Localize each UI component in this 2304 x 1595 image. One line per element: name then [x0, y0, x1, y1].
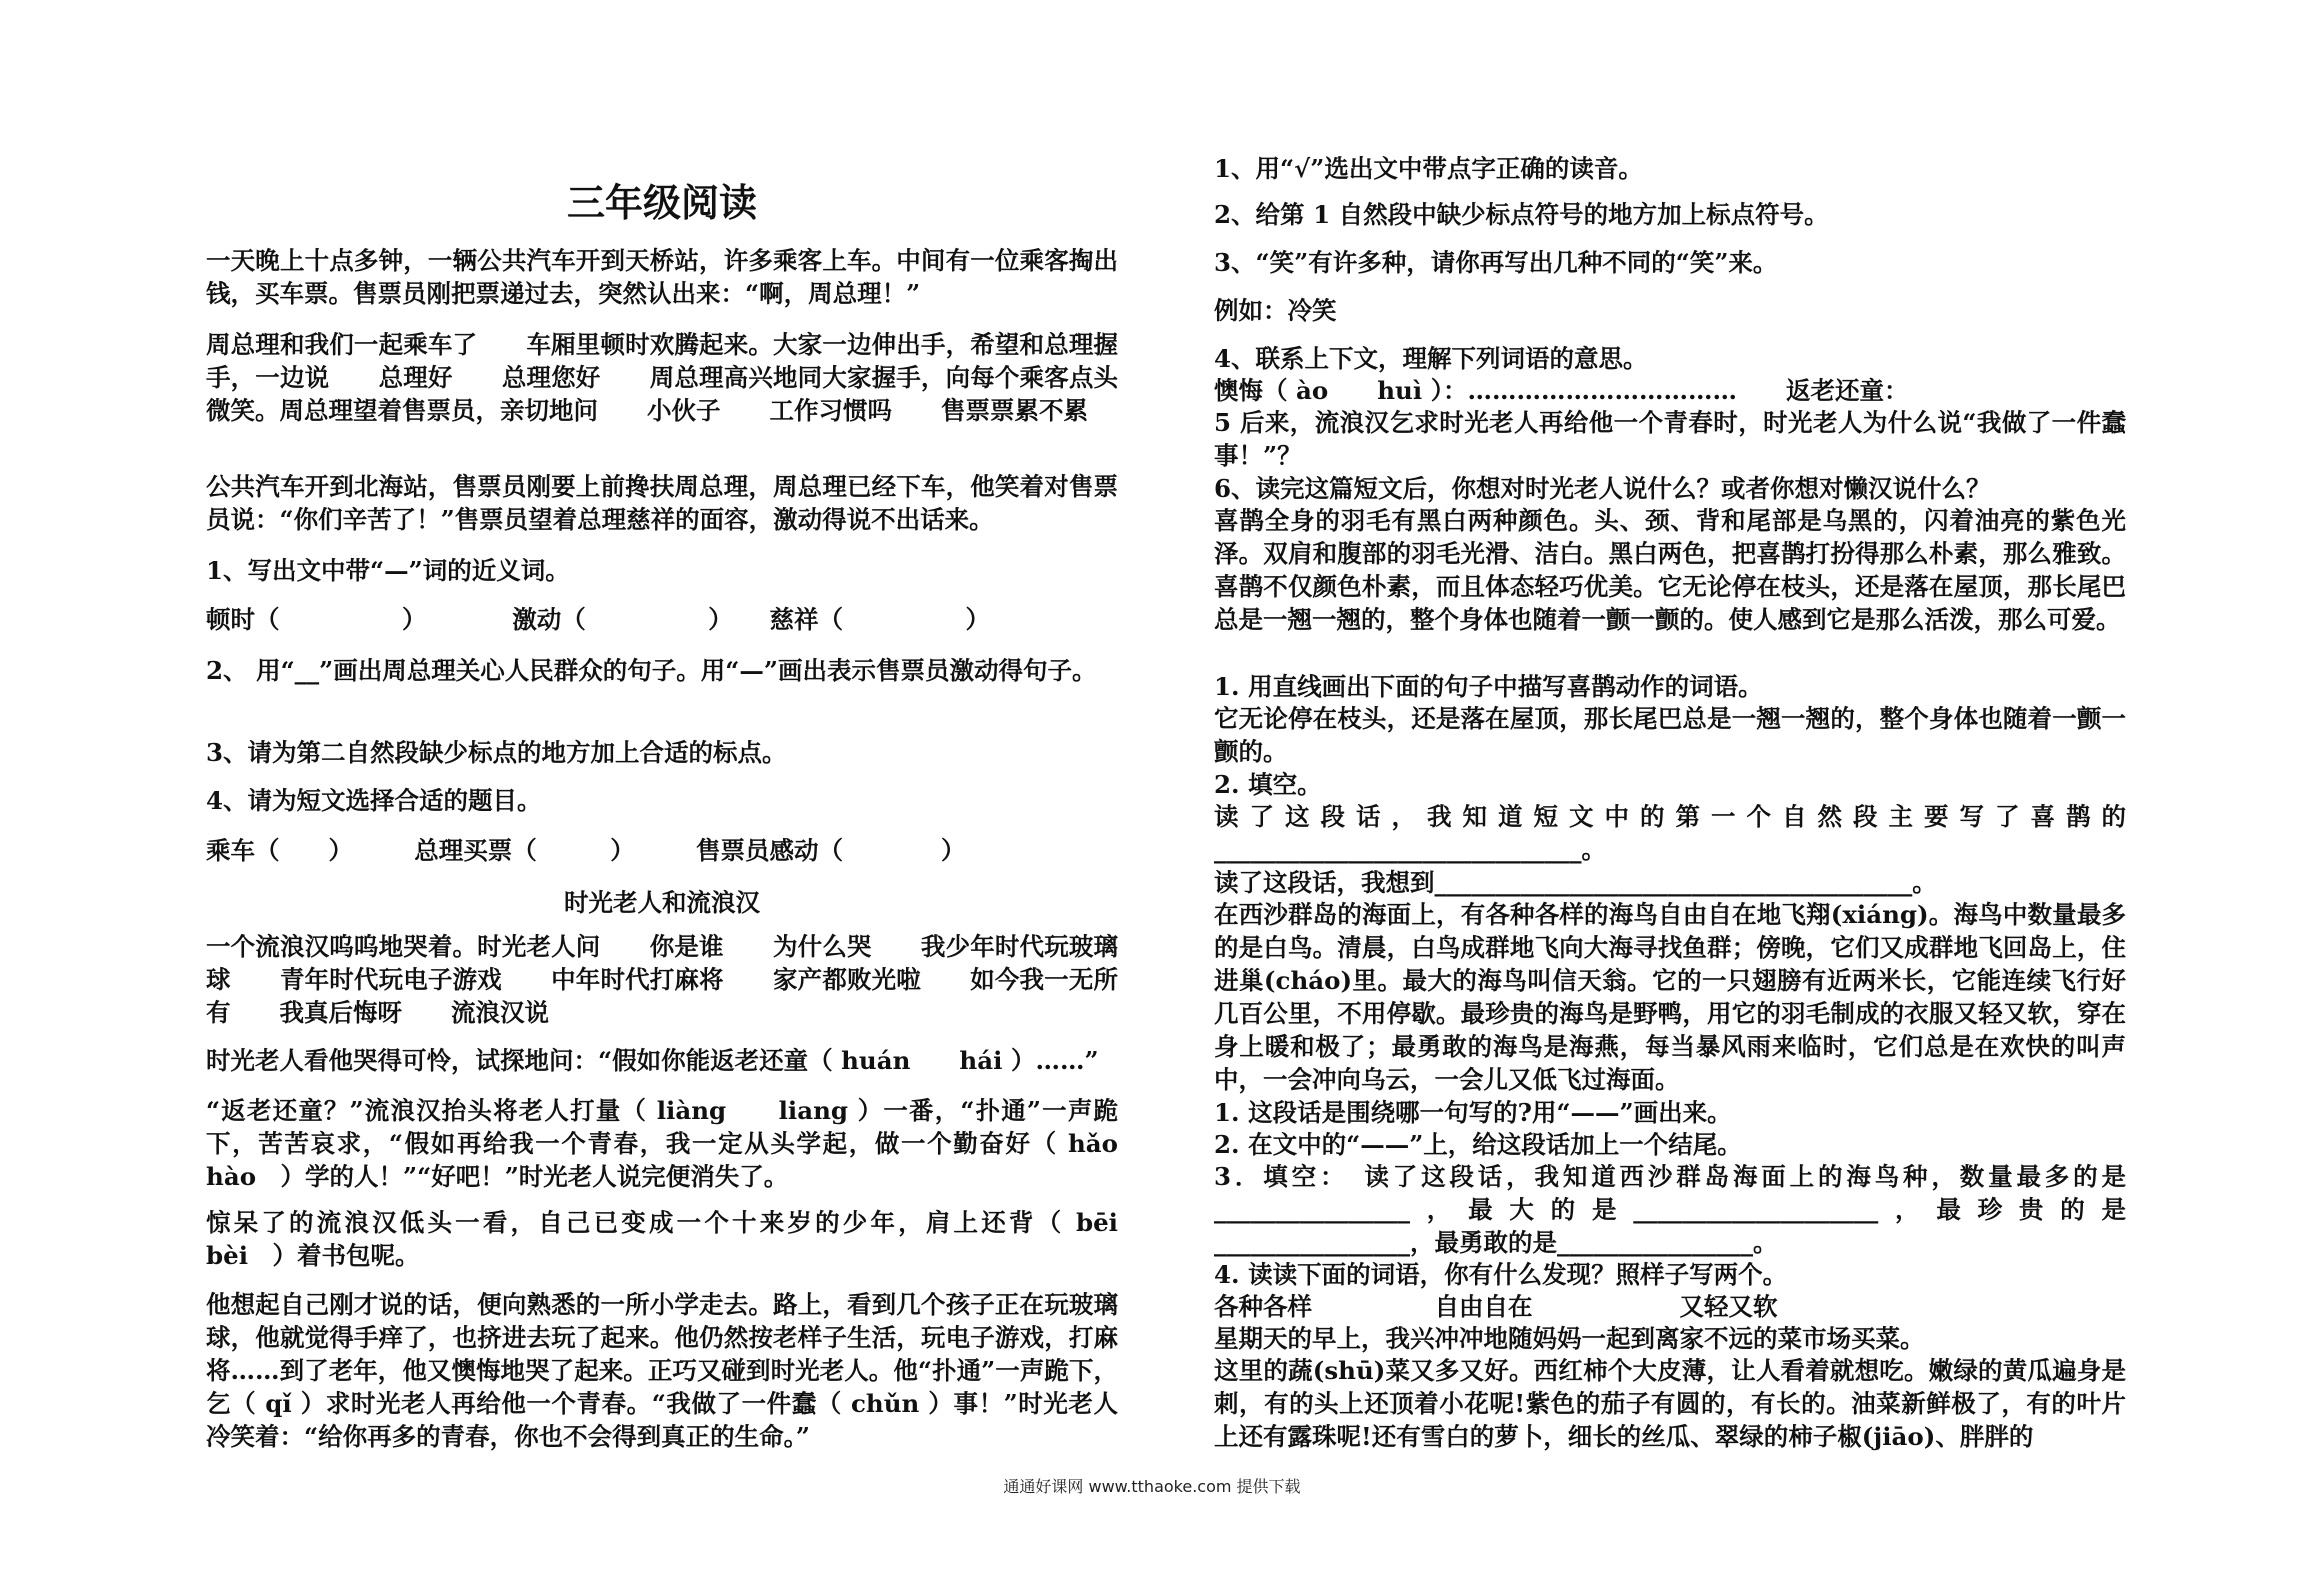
- footer-credit: 通通好课网 www.tthaoke.com 提供下载: [1003, 1477, 1301, 1496]
- passage-2-paragraph-2: 时光老人看他哭得可怜，试探地问：“假如你能返老还童（ huán hái ）……”: [206, 1046, 1099, 1075]
- question-1: 1、写出文中带“—”词的近义词。: [206, 556, 570, 585]
- right-question-5: 5 后来，流浪汉乞求时光老人再给他一个青春时，时光老人为什么说“我做了一件蠢事！”？: [1214, 408, 2126, 470]
- magpie-question-2: 2. 填空。: [1214, 770, 1322, 799]
- seabird-paragraph: 在西沙群岛的海面上，有各种各样的海鸟自由自在地飞翔(xiáng)。海鸟中数量最多的是白鸟。清晨，白鸟成群地飞向大海寻找鱼群；傍晚，它们又成群地飞回岛上，住进巢(cháo)里。最大的海鸟叫信天翁。它的一只翅膀有近两米长，它能连续飞行好几百公里，不用停歇。最珍贵的海鸟是野鸭，用它的羽毛制成的衣服又轻又软，穿在身上暖和极了；最勇敢的海鸟是海燕，每当暴风雨来临时，它们总是在欢快的叫声中，一会冲向乌云，一会儿又低飞过海面。: [1214, 900, 2126, 1094]
- seabird-question-4-words: 各种各样 自由自在 又轻又软: [1214, 1292, 1778, 1321]
- market-paragraph-2: 这里的蔬(shū)菜又多又好。西红柿个大皮薄，让人看着就想吃。嫩绿的黄瓜遍身是刺，有的头上还顶着小花呢!紫色的茄子有圆的，有长的。油菜新鲜极了，有的叶片上还有露珠呢!还有雪白的萝卜，细长的丝瓜、翠绿的柿子椒(jiāo)、胖胖的: [1214, 1356, 2126, 1451]
- seabird-question-3: 3．填空： 读了这段话，我知道西沙群岛海面上的海鸟种，数量最多的是________________，最大的是____________________，最珍贵的是________________，最勇敢的是________________。: [1214, 1162, 2126, 1257]
- passage-2-paragraph-3: “返老还童？”流浪汉抬头将老人打量（ liàng liang ）一番，“扑通”一声跪下，苦苦哀求，“假如再给我一个青春，我一定从头学起，做一个勤奋好（ hǎo hào ）学的人！”“好吧！”时光老人说完便消失了。: [206, 1096, 1167, 1191]
- seabird-question-2: 2. 在文中的“——”上，给这段话加上一个结尾。: [1214, 1130, 1742, 1159]
- page-title: 三年级阅读: [566, 180, 757, 225]
- right-question-4: 4、联系上下文，理解下列词语的意思。: [1214, 344, 1648, 373]
- question-4: 4、请为短文选择合适的题目。: [206, 786, 542, 815]
- question-3: 3、请为第二自然段缺少标点的地方加上合适的标点。: [206, 738, 787, 767]
- right-question-2: 2、给第 1 自然段中缺少标点符号的地方加上标点符号。: [1214, 200, 1829, 229]
- passage-2-paragraph-5: 他想起自己刚才说的话，便向熟悉的一所小学走去。路上，看到几个孩子正在玩玻璃球，他就觉得手痒了，也挤进去玩了起来。他仍然按老样子生活，玩电子游戏，打麻将……到了老年，他又懊悔地哭了起来。正巧又碰到时光老人。他“扑通”一声跪下，乞（ qǐ ）求时光老人再给他一个青春。“我做了一件蠢（ chǔn ）事！”时光老人冷笑着：“给你再多的青春，你也不会得到真正的生命。”: [206, 1290, 1118, 1451]
- magpie-fill-blank-1: 读了这段话，我知道短文中的第一个自然段主要写了喜鹊的______________________________。: [1214, 802, 2126, 864]
- passage-1-paragraph-1: 一天晚上十点多钟，一辆公共汽车开到天桥站，许多乘客上车。中间有一位乘客掏出钱，买车票。售票员刚把票递过去，突然认出来：“啊，周总理！”: [206, 246, 1118, 308]
- magpie-sentence: 它无论停在枝头，还是落在屋顶，那长尾巴总是一翘一翘的，整个身体也随着一颤一颤的。: [1214, 704, 2126, 766]
- right-question-4-terms: 懊悔（ ào huì ）：…………………………… 返老还童：: [1214, 376, 1909, 405]
- right-question-6: 6、读完这篇短文后，你想对时光老人说什么？或者你想对懒汉说什么？: [1214, 474, 1991, 503]
- passage-2-paragraph-4: 惊呆了的流浪汉低头一看，自己已变成一个十来岁的少年，肩上还背（ bēi bèi ）着书包呢。: [206, 1208, 1167, 1270]
- passage-2-paragraph-1: 一个流浪汉呜呜地哭着。时光老人问 你是谁 为什么哭 我少年时代玩玻璃球 青年时代玩电子游戏 中年时代打麻将 家产都败光啦 如今我一无所有 我真后悔呀 流浪汉说: [206, 932, 1118, 1027]
- market-paragraph-1: 星期天的早上，我兴冲冲地随妈妈一起到离家不远的菜市场买菜。: [1214, 1324, 1925, 1353]
- magpie-fill-blank-2: 读了这段话，我想到_______________________________________。: [1214, 868, 1937, 897]
- right-question-3: 3、“笑”有许多种，请你再写出几种不同的“笑”来。: [1214, 248, 1778, 277]
- question-4-options: 乘车（ ） 总理买票（ ） 售票员感动（ ）: [206, 836, 966, 865]
- passage-1-paragraph-3: 公共汽车开到北海站，售票员刚要上前搀扶周总理，周总理已经下车，他笑着对售票员说：“你们辛苦了！”售票员望着总理慈祥的面容，激动得说不出话来。: [206, 472, 1118, 534]
- seabird-question-4: 4. 读读下面的词语，你有什么发现？照样子写两个。: [1214, 1260, 1788, 1289]
- question-2: 2、 用“__”画出周总理关心人民群众的句子。用“—”画出表示售票员激动得句子。: [206, 656, 1097, 685]
- magpie-paragraph: 喜鹊全身的羽毛有黑白两种颜色。头、颈、背和尾部是乌黑的，闪着油亮的紫色光泽。双肩和腹部的羽毛光滑、洁白。黑白两色，把喜鹊打扮得那么朴素，那么雅致。喜鹊不仅颜色朴素，而且体态轻巧优美。它无论停在枝头，还是落在屋顶，那长尾巴总是一翘一翘的，整个身体也随着一颤一颤的。使人感到它是那么活泼，那么可爱。: [1214, 506, 2126, 634]
- right-question-1: 1、用“√”选出文中带点字正确的读音。: [1214, 154, 1643, 183]
- passage-1-paragraph-2: 周总理和我们一起乘车了 车厢里顿时欢腾起来。大家一边伸出手，希望和总理握手，一边说 总理好 总理您好 周总理高兴地同大家握手，向每个乘客点头微笑。周总理望着售票员，亲切地问 小伙子 工作习惯吗 售票票累不累: [206, 330, 1118, 425]
- magpie-question-1: 1. 用直线画出下面的句子中描写喜鹊动作的词语。: [1214, 672, 1763, 701]
- passage-2-title: 时光老人和流浪汉: [564, 888, 760, 917]
- seabird-question-1: 1. 这段话是围绕哪一句写的?用“——”画出来。: [1214, 1098, 1732, 1127]
- right-question-3-example: 例如：冷笑: [1214, 296, 1337, 325]
- question-1-answer-line: 顿时（ ） 激动（ ） 慈祥（ ）: [206, 605, 990, 634]
